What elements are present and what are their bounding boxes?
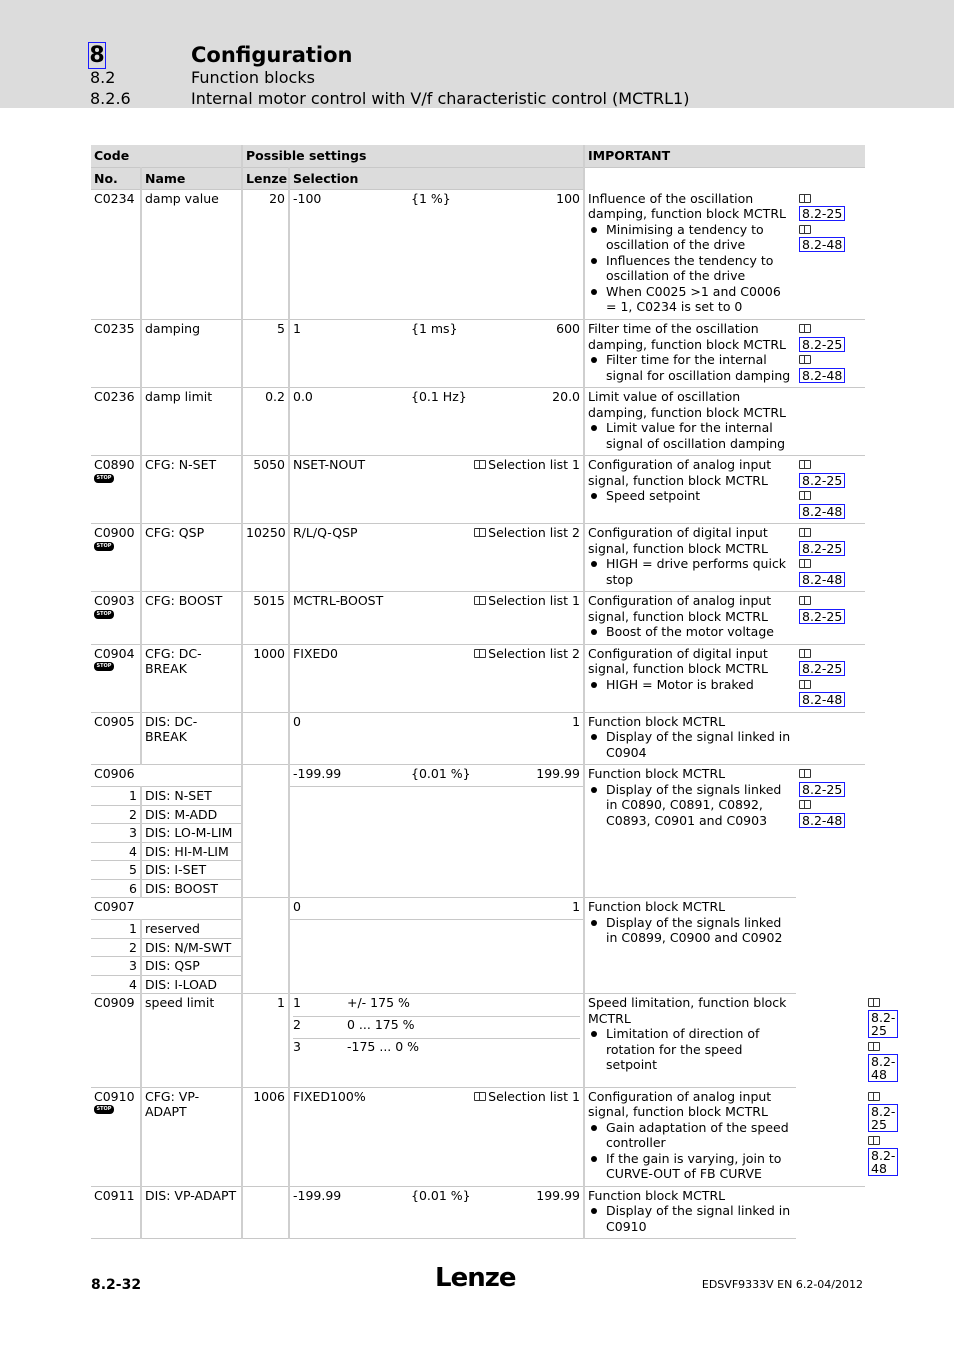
page-reference-link[interactable]: 8.2-48 xyxy=(799,504,845,519)
reference-cell xyxy=(796,190,865,320)
parameter-name: CFG: VP-ADAPT xyxy=(141,1087,242,1186)
bullet-item: Display of the signals linked in C0899, C0900 and C0902 xyxy=(588,915,793,946)
page-reference-link[interactable]: 8.2-25 xyxy=(799,337,845,352)
selection-min: -199.99 xyxy=(293,766,342,781)
book-icon xyxy=(799,355,811,364)
book-icon xyxy=(868,1042,880,1051)
bullet-item: Influences the tendency to oscillation of the drive xyxy=(588,253,793,284)
bullet-list xyxy=(588,915,793,946)
parameter-name: DIS: VP-ADAPT xyxy=(141,1186,242,1239)
code-number: C0905 xyxy=(94,713,135,729)
book-icon xyxy=(868,998,880,1007)
lenze-default xyxy=(242,898,289,994)
bullet-item: Filter time for the internal signal for oscillation damping xyxy=(588,352,793,383)
selection-blank xyxy=(289,920,584,994)
lenze-default: 0.2 xyxy=(242,388,289,456)
reference-cell xyxy=(796,456,865,524)
table-row xyxy=(91,712,865,765)
subcode-index: 3 xyxy=(91,957,141,976)
page-reference-link[interactable]: 8.2-25 xyxy=(799,782,845,797)
selection-cell xyxy=(289,320,584,388)
book-icon xyxy=(799,225,811,234)
option-text: -175 ... 0 % xyxy=(347,1039,420,1054)
selection-list-ref[interactable] xyxy=(474,525,580,541)
reference-entry xyxy=(799,352,862,383)
header-ref-blank xyxy=(796,167,865,190)
table-row xyxy=(91,388,865,456)
selection-list-ref[interactable] xyxy=(474,457,580,473)
header-lenze: Lenze xyxy=(242,167,289,190)
bullet-item: Limitation of direction of rotation for the speed setpoint xyxy=(588,1026,793,1073)
selection-unit: {1 ms} xyxy=(411,321,458,336)
selection-list-label: Selection list 1 xyxy=(488,593,581,608)
parameter-name: CFG: BOOST xyxy=(141,592,242,645)
bullet-list xyxy=(588,1026,793,1073)
stop-icon: STOP xyxy=(94,474,114,483)
stop-icon: STOP xyxy=(94,610,114,619)
page-reference-link[interactable]: 8.2-48 xyxy=(799,813,845,828)
bullet-item: Display of the signal linked in C0904 xyxy=(588,729,793,760)
selection-cell xyxy=(289,190,584,320)
important-cell xyxy=(584,712,796,765)
reference-entry xyxy=(799,525,862,556)
subcode-name: DIS: I-LOAD xyxy=(141,975,242,994)
subcode-index: 4 xyxy=(91,842,141,861)
parameter-name: CFG: N-SET xyxy=(141,456,242,524)
book-icon xyxy=(799,194,811,203)
subcode-name: DIS: I-SET xyxy=(141,861,242,880)
bullet-item: Boost of the motor voltage xyxy=(588,624,793,640)
code-number: C0900 xyxy=(94,525,135,540)
selection-range xyxy=(293,646,580,662)
selection-max: 600 xyxy=(556,321,581,336)
selection-range xyxy=(293,1188,580,1204)
parameter-table xyxy=(91,145,896,1239)
reference-entry xyxy=(799,646,862,677)
lenze-default: 5015 xyxy=(242,592,289,645)
selection-unit: {0.1 Hz} xyxy=(411,389,467,404)
code-number: C0236 xyxy=(94,389,135,404)
reference-entry xyxy=(799,677,862,708)
important-cell xyxy=(584,388,796,456)
code-number: C0911 xyxy=(94,1187,135,1203)
code-number: C0909 xyxy=(94,995,135,1010)
selection-cell xyxy=(289,1087,584,1186)
table-row xyxy=(91,592,865,645)
selection-min: 1 xyxy=(293,321,301,336)
subcode-index: 2 xyxy=(91,938,141,957)
important-cell xyxy=(584,644,796,712)
selection-cell xyxy=(289,898,584,920)
selection-min: 0 xyxy=(293,713,301,729)
code-cell xyxy=(91,190,141,320)
code-number: C0910 xyxy=(94,1088,135,1104)
subcode-index: 4 xyxy=(91,975,141,994)
bullet-list xyxy=(588,488,793,504)
section-number: 8.2 xyxy=(90,68,116,87)
important-cell xyxy=(584,524,796,592)
important-cell xyxy=(584,190,796,320)
selection-options xyxy=(289,994,584,1088)
parameter-name: DIS: DC-BREAK xyxy=(141,712,242,765)
bullet-item: Speed setpoint xyxy=(588,488,793,504)
reference-entry xyxy=(799,488,862,519)
chapter-title: Configuration xyxy=(191,43,353,67)
selection-cell xyxy=(289,712,584,765)
chapter-number[interactable]: 8 xyxy=(89,43,105,68)
parameter-name: CFG: DC-BREAK xyxy=(141,644,242,712)
bullet-list xyxy=(588,352,793,383)
selection-cell xyxy=(289,456,584,524)
stop-icon: STOP xyxy=(94,1105,114,1114)
selection-max: 100 xyxy=(556,191,581,206)
bullet-list xyxy=(588,624,793,640)
selection-min: R/L/Q-QSP xyxy=(293,525,358,540)
parameter-name: CFG: QSP xyxy=(141,524,242,592)
selection-min: FIXED0 xyxy=(293,645,338,661)
selection-min: MCTRL-BOOST xyxy=(293,593,384,608)
subcode-name: DIS: LO-M-LIM xyxy=(141,824,242,843)
important-text: Configuration of analog input signal, function block MCTRL xyxy=(588,1088,772,1119)
header-possible-settings: Possible settings xyxy=(242,145,584,167)
parameter-name: damping xyxy=(141,320,242,388)
table-row xyxy=(91,456,865,524)
table-row xyxy=(91,190,865,320)
subcode-index: 2 xyxy=(91,805,141,824)
reference-cell xyxy=(796,524,865,592)
page-reference-link[interactable]: 8.2-25 xyxy=(799,206,845,221)
selection-range xyxy=(293,593,580,609)
page-reference-link[interactable]: 8.2-48 xyxy=(799,692,845,707)
selection-unit: {1 %} xyxy=(411,191,451,206)
selection-blank xyxy=(289,787,584,898)
important-text: Configuration of analog input signal, function block MCTRL xyxy=(588,457,772,488)
book-icon xyxy=(799,324,811,333)
important-text: Function block MCTRL xyxy=(588,713,726,729)
reference-cell xyxy=(796,644,865,712)
lenze-logo: Lenze xyxy=(435,1263,516,1293)
selection-min: -199.99 xyxy=(293,1187,342,1203)
selection-min: 0.0 xyxy=(293,389,313,404)
code-number: C0904 xyxy=(94,645,135,661)
reference-cell xyxy=(796,765,865,1187)
important-text: Limit value of oscillation damping, function block MCTRL xyxy=(588,389,786,420)
subcode-name: DIS: BOOST xyxy=(141,879,242,898)
lenze-default: 5 xyxy=(242,320,289,388)
selection-max: 1 xyxy=(572,899,581,914)
lenze-default xyxy=(242,712,289,765)
important-text: Influence of the oscillation damping, function block MCTRL xyxy=(588,190,786,221)
code-cell xyxy=(91,320,141,388)
subcode-name: DIS: N-SET xyxy=(141,787,242,806)
book-icon xyxy=(799,491,811,500)
parameter-name: speed limit xyxy=(141,994,242,1088)
reference-cell xyxy=(796,388,865,456)
table-row xyxy=(91,994,865,1088)
subcode-name: reserved xyxy=(141,920,242,939)
page-reference-link[interactable]: 8.2-48 xyxy=(799,237,845,252)
important-text: Speed limitation, function block MCTRL xyxy=(588,995,787,1026)
page-reference-link[interactable]: 8.2-25 xyxy=(799,473,845,488)
lenze-default: 20 xyxy=(242,190,289,320)
important-cell xyxy=(584,592,796,645)
reference-cell xyxy=(796,320,865,388)
selection-list-ref[interactable] xyxy=(474,646,580,662)
selection-unit: {0.01 %} xyxy=(411,766,471,781)
selection-list-label: Selection list 1 xyxy=(488,1088,581,1104)
code-cell xyxy=(91,1186,141,1239)
page-reference-link[interactable]: 8.2-48 xyxy=(868,1054,898,1082)
selection-range xyxy=(293,191,580,207)
bullet-list xyxy=(588,1203,793,1234)
book-icon xyxy=(474,1092,486,1101)
subcode-name: DIS: M-ADD xyxy=(141,805,242,824)
header-name: Name xyxy=(141,167,242,190)
subcode-index: 1 xyxy=(91,787,141,806)
book-icon xyxy=(474,649,486,658)
code-cell xyxy=(91,388,141,456)
lenze-default: 1006 xyxy=(242,1087,289,1186)
code-cell xyxy=(91,592,141,645)
bullet-list xyxy=(588,556,793,587)
reference-entry xyxy=(799,457,862,488)
code-cell xyxy=(91,765,242,787)
selection-list-label: Selection list 2 xyxy=(488,645,581,661)
selection-list-ref[interactable] xyxy=(474,1089,580,1105)
bullet-list xyxy=(588,677,793,693)
option-text: 0 ... 175 % xyxy=(347,1017,415,1032)
selection-max: 1 xyxy=(572,713,581,729)
page-reference-link[interactable]: 8.2-48 xyxy=(868,1148,898,1176)
page-reference-link[interactable]: 8.2-25 xyxy=(799,609,845,624)
selection-max: 199.99 xyxy=(536,1187,581,1203)
page-reference-link[interactable]: 8.2-25 xyxy=(799,541,845,556)
code-number: C0234 xyxy=(94,191,135,206)
lenze-default: 10250 xyxy=(242,524,289,592)
subcode-name: DIS: N/M-SWT xyxy=(141,938,242,957)
book-icon xyxy=(799,769,811,778)
bullet-item: When C0025 >1 and C0006 = 1, C0234 is set to 0 xyxy=(588,284,793,315)
important-text: Function block MCTRL xyxy=(588,1187,726,1203)
table-row xyxy=(91,644,865,712)
selection-range xyxy=(293,1089,580,1105)
code-cell xyxy=(91,994,141,1088)
code-number: C0903 xyxy=(94,593,135,608)
table-row xyxy=(91,1087,865,1186)
table-row xyxy=(91,1186,865,1239)
important-cell xyxy=(584,898,796,994)
important-text: Configuration of analog input signal, function block MCTRL xyxy=(588,593,772,624)
reference-entry xyxy=(799,191,862,222)
page-reference-link[interactable]: 8.2-48 xyxy=(799,572,845,587)
important-text: Function block MCTRL xyxy=(588,899,726,914)
book-icon xyxy=(474,528,486,537)
book-icon xyxy=(799,800,811,809)
lenze-default: 5050 xyxy=(242,456,289,524)
table-row xyxy=(91,320,865,388)
subsection-title: Internal motor control with V/f characteristic control (MCTRL1) xyxy=(191,89,690,108)
selection-cell xyxy=(289,1186,584,1239)
bullet-item: HIGH = Motor is braked xyxy=(588,677,793,693)
reference-entry xyxy=(799,321,862,352)
book-icon xyxy=(799,596,811,605)
table-row xyxy=(91,765,865,787)
reference-entry xyxy=(799,222,862,253)
code-cell xyxy=(91,524,141,592)
selection-cell xyxy=(289,524,584,592)
selection-cell xyxy=(289,765,584,787)
option-value: 2 xyxy=(293,1017,301,1032)
bullet-list xyxy=(588,729,793,760)
bullet-item: Display of the signals linked in C0890, C0891, C0892, C0893, C0901 and C0903 xyxy=(588,782,793,829)
selection-range xyxy=(293,899,580,915)
subcode-name: DIS: QSP xyxy=(141,957,242,976)
selection-min: 0 xyxy=(293,899,301,914)
subcode-index: 5 xyxy=(91,861,141,880)
bullet-item: Display of the signal linked in C0910 xyxy=(588,1203,793,1234)
reference-entry xyxy=(799,593,862,624)
option-value: 3 xyxy=(293,1039,301,1054)
code-cell xyxy=(91,644,141,712)
important-cell xyxy=(584,994,796,1088)
section-title: Function blocks xyxy=(191,68,315,87)
lenze-default xyxy=(242,1186,289,1239)
important-text: Function block MCTRL xyxy=(588,766,726,781)
code-cell xyxy=(91,712,141,765)
document-id: EDSVF9333V EN 6.2-04/2012 xyxy=(701,1278,863,1291)
parameter-name: damp limit xyxy=(141,388,242,456)
lenze-default xyxy=(242,765,289,898)
book-icon xyxy=(799,460,811,469)
book-icon xyxy=(799,559,811,568)
page-header xyxy=(0,0,954,108)
reference-entry xyxy=(799,556,862,587)
important-cell xyxy=(584,456,796,524)
important-cell xyxy=(584,1186,796,1239)
subcode-index: 3 xyxy=(91,824,141,843)
stop-icon: STOP xyxy=(94,542,114,551)
code-number: C0906 xyxy=(94,766,135,781)
book-icon xyxy=(799,528,811,537)
selection-option xyxy=(293,995,580,1017)
reference-entry xyxy=(799,766,862,797)
code-cell xyxy=(91,898,242,920)
book-icon xyxy=(799,649,811,658)
subcode-index: 6 xyxy=(91,879,141,898)
option-text: +/- 175 % xyxy=(347,995,410,1010)
selection-range xyxy=(293,525,580,541)
code-cell xyxy=(91,456,141,524)
selection-min: -100 xyxy=(293,191,322,206)
selection-range xyxy=(293,321,580,337)
page-reference-link[interactable]: 8.2-25 xyxy=(868,1104,898,1132)
important-text: Configuration of digital input signal, function block MCTRL xyxy=(588,645,768,676)
selection-option xyxy=(293,1017,580,1039)
lenze-default: 1000 xyxy=(242,644,289,712)
bullet-item: Limit value for the internal signal of oscillation damping xyxy=(588,420,793,451)
selection-unit: {0.01 %} xyxy=(411,1187,471,1203)
code-cell xyxy=(91,1087,141,1186)
selection-cell xyxy=(289,592,584,645)
page-reference-link[interactable]: 8.2-25 xyxy=(868,1010,898,1038)
important-cell xyxy=(584,320,796,388)
selection-range xyxy=(293,714,580,730)
selection-range xyxy=(293,389,580,405)
important-cell xyxy=(584,765,796,898)
page-reference-link[interactable]: 8.2-48 xyxy=(799,368,845,383)
bullet-list xyxy=(588,1120,793,1182)
bullet-list xyxy=(588,222,793,315)
code-number: C0235 xyxy=(94,321,135,336)
reference-cell xyxy=(796,592,865,645)
page-number: 8.2-32 xyxy=(91,1277,142,1293)
parameter-name: damp value xyxy=(141,190,242,320)
reference-cell xyxy=(796,712,865,765)
important-cell xyxy=(584,1087,796,1186)
selection-range xyxy=(293,457,580,473)
bullet-item: If the gain is varying, join to CURVE-OUT of FB CURVE xyxy=(588,1151,793,1182)
book-icon xyxy=(474,596,486,605)
selection-min: NSET-NOUT xyxy=(293,457,366,472)
lenze-default: 1 xyxy=(242,994,289,1088)
selection-list-label: Selection list 1 xyxy=(488,457,581,472)
reference-entry xyxy=(799,797,862,828)
selection-max: 20.0 xyxy=(552,389,581,404)
selection-cell xyxy=(289,644,584,712)
important-text: Filter time of the oscillation damping, function block MCTRL xyxy=(588,321,786,352)
header-code: Code xyxy=(91,145,242,167)
subcode-name: DIS: HI-M-LIM xyxy=(141,842,242,861)
bullet-item: Minimising a tendency to oscillation of the drive xyxy=(588,222,793,253)
selection-max: 199.99 xyxy=(536,766,581,781)
bullet-list xyxy=(588,420,793,451)
header-important-blank xyxy=(584,167,796,190)
header-no: No. xyxy=(91,167,141,190)
header-important: IMPORTANT xyxy=(584,145,865,167)
bullet-list xyxy=(588,782,793,829)
book-icon xyxy=(799,680,811,689)
code-number: C0890 xyxy=(94,457,135,472)
selection-option xyxy=(293,1039,580,1060)
important-text: Configuration of digital input signal, function block MCTRL xyxy=(588,525,768,556)
page-reference-link[interactable]: 8.2-25 xyxy=(799,661,845,676)
option-value: 1 xyxy=(293,995,301,1010)
book-icon xyxy=(868,1136,880,1145)
subsection-number: 8.2.6 xyxy=(90,89,131,108)
header-selection: Selection xyxy=(289,167,584,190)
bullet-item: HIGH = drive performs quick stop xyxy=(588,556,793,587)
subcode-index: 1 xyxy=(91,920,141,939)
selection-cell xyxy=(289,388,584,456)
table-row xyxy=(91,898,865,920)
selection-min: FIXED100% xyxy=(293,1088,366,1104)
book-icon xyxy=(474,460,486,469)
selection-list-label: Selection list 2 xyxy=(488,525,581,540)
selection-range xyxy=(293,766,580,782)
book-icon xyxy=(868,1092,880,1101)
table-row xyxy=(91,524,865,592)
selection-list-ref[interactable] xyxy=(474,593,580,609)
stop-icon: STOP xyxy=(94,662,114,671)
bullet-item: Gain adaptation of the speed controller xyxy=(588,1120,793,1151)
code-number: C0907 xyxy=(94,899,135,914)
